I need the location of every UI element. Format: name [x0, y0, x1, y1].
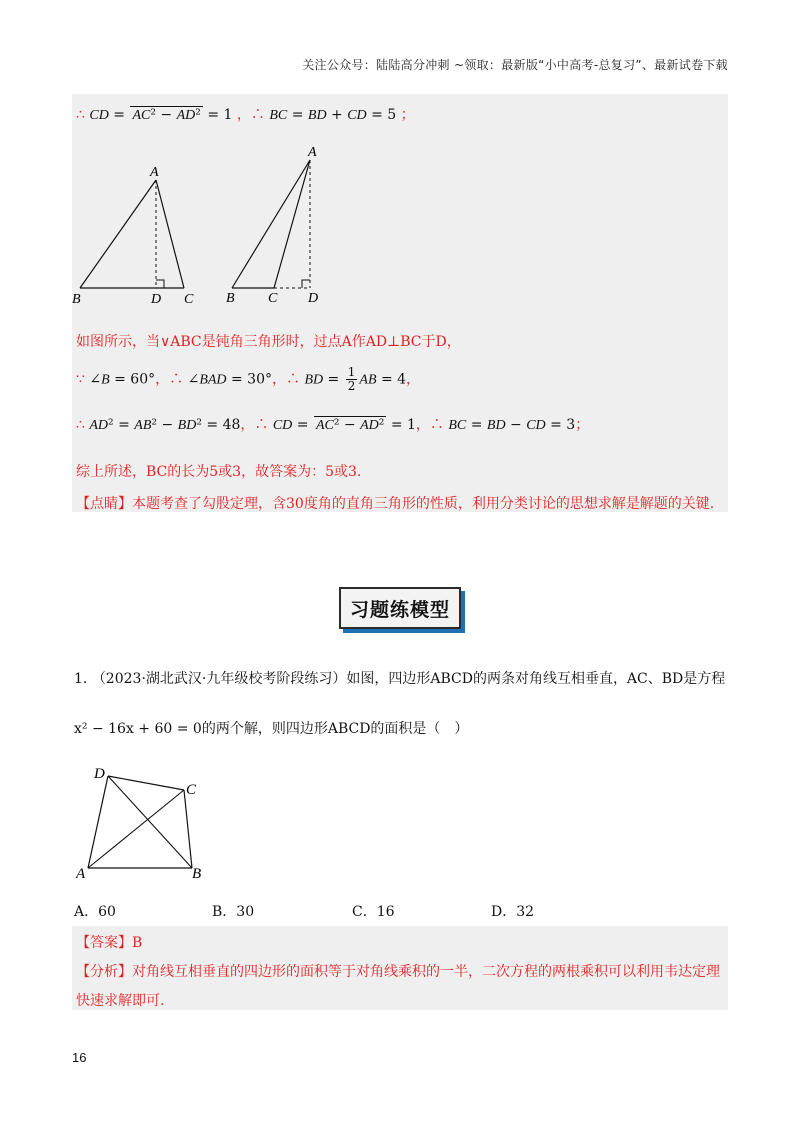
section-title: 习题练模型 [339, 587, 461, 629]
analysis-text-1: 对角线互相垂直的四边形的面积等于对角线乘积的一半，二次方程的两根乘积可以利用韦达定理 [132, 964, 720, 980]
comment-tag: 【点睛】 [76, 496, 132, 512]
choice-c[interactable]: C．16 [352, 904, 395, 920]
obtuse-triangle-figure [222, 142, 342, 310]
page-header: 关注公众号：陆陆高分冲刺 ~领取：最新版“小中高考-总复习”、最新试卷下载 [302, 58, 728, 72]
label-A: A [308, 145, 317, 160]
label-D: D [151, 292, 162, 307]
question-stem-1: 如图，四边形ABCD的两条对角线互相垂直，AC、BD是方程 [346, 671, 726, 687]
label-D: D [94, 766, 105, 782]
label-C: C [186, 782, 197, 798]
question-source: （2023·湖北武汉·九年级校考阶段练习） [91, 671, 347, 687]
choice-d[interactable]: D．32 [491, 904, 535, 920]
answer-tag: 【答案】 [76, 935, 132, 951]
label-A: A [76, 866, 86, 882]
solution-line-3: ∵ ∠B = 60°，∴ ∠BAD = 30°，∴ BD = $\frac{1}{2}$ AB = 4， [76, 365, 421, 393]
label-C: C [184, 292, 194, 307]
quadrilateral-figure [72, 762, 222, 884]
choice-a[interactable]: A．60 [74, 904, 116, 920]
choice-b[interactable]: B．30 [212, 904, 255, 920]
question-line-1 [74, 668, 725, 688]
answer-line [76, 932, 142, 952]
solution-case2-intro: 如图所示，当∨ABC是钝角三角形时，过点A作AD⊥BC于D， [76, 334, 461, 350]
label-A: A [150, 165, 159, 180]
acute-triangle-figure [72, 160, 202, 310]
solution-conclusion: 综上所述，BC的长为5或3，故答案为：5或3. [76, 464, 362, 480]
analysis-tag: 【分析】 [76, 964, 132, 980]
question-stem-2: x² − 16x + 60 = 0的两个解，则四边形ABCD的面积是（ ） [74, 721, 469, 737]
question-number: 1. [74, 671, 88, 687]
label-C: C [268, 291, 278, 306]
analysis-line-2: 快速求解即可. [76, 993, 165, 1009]
solution-line-1: ∴ CD = AC² − AD² = 1 ，∴ BC = BD + CD = 5 ； [76, 107, 415, 123]
solution-line-4: ∴ AD² = AB² − BD² = 48，∴ CD = AC² − AD² = 1，∴ BC = BD − CD = 3； [76, 417, 590, 433]
label-B: B [226, 291, 235, 306]
label-B: B [192, 866, 202, 882]
comment-text: 本题考查了勾股定理，含30度角的直角三角形的性质，利用分类讨论的思想求解是解题的关键. [132, 496, 715, 512]
solution-comment [76, 493, 714, 513]
page-number: 16 [72, 1050, 87, 1065]
analysis-line-1 [76, 961, 720, 981]
label-D: D [308, 291, 319, 306]
label-B: B [72, 292, 81, 307]
answer-value: B [132, 935, 143, 951]
